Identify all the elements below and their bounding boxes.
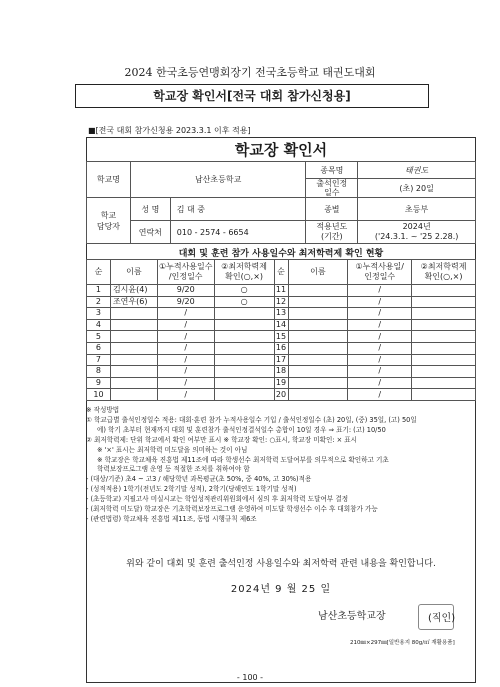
cell-min bbox=[214, 389, 274, 401]
cell-min-r bbox=[412, 296, 476, 308]
cell-min bbox=[214, 377, 274, 389]
cell-days-r: / bbox=[348, 296, 412, 308]
cell-no: 3 bbox=[87, 308, 111, 320]
cell-days-r: / bbox=[348, 331, 412, 343]
issue-date: 2024년 9 월 25 일 bbox=[230, 584, 332, 595]
phone-value: 010 - 2574 - 6654 bbox=[170, 221, 306, 244]
cell-days-r: / bbox=[348, 342, 412, 354]
notes-heading: ※ 작성방법 bbox=[86, 406, 120, 414]
cell-days-r: / bbox=[348, 354, 412, 366]
table-row bbox=[87, 354, 476, 366]
table-row bbox=[87, 389, 476, 401]
note-line: ※ 학교장은 학교체육 진흥법 제11조에 따라 학생선수 최저학력 도달여부를 의무적으로 확인하고 기초 bbox=[97, 455, 389, 464]
school-info-table bbox=[86, 161, 476, 244]
cell-min bbox=[214, 319, 274, 331]
header-name: 이름 bbox=[110, 260, 157, 285]
cell-min-r bbox=[412, 389, 476, 401]
header-name-right: 이름 bbox=[288, 260, 348, 285]
note-line: ① 학교급별 출석인정일수 적용: 대회·훈련 참가 누적사용일수 기입 / 출석인정일수 (초) 20일, (중) 35일, (고) 50일 bbox=[86, 415, 417, 424]
phone-label: 연락처 bbox=[130, 221, 170, 244]
header-min-right: ②최저학력제 확인(○,×) bbox=[412, 260, 476, 285]
note-line: - (성적적용) 1학기(전년도 2학기말 성적), 2학기(당해연도 1학기말 성적) bbox=[86, 485, 297, 494]
cell-name bbox=[110, 342, 157, 354]
cell-name-r bbox=[288, 331, 348, 343]
school-name: 남산초등학교 bbox=[130, 162, 306, 198]
cell-min-r bbox=[412, 285, 476, 297]
cell-days: 9/20 bbox=[157, 296, 214, 308]
paper-spec: 210㎜×297㎜[일반용지 80g/㎡ 재활용품] bbox=[350, 640, 455, 646]
note-line: 에) 학기 초부터 현재까지 대회 및 훈련참가 출석인정결석일수 총합이 10일 경우 ⇒ 표기: (고) 10/50 bbox=[97, 425, 386, 434]
table-row bbox=[87, 366, 476, 378]
cell-no: 9 bbox=[87, 377, 111, 389]
confirm-statement: 위와 같이 대회 및 훈련 출석인정 사용일수와 최저학력 관련 내용을 확인합니다. bbox=[126, 559, 436, 569]
header-min: ②최저학력제 확인(○,×) bbox=[214, 260, 274, 285]
header-no-right: 순 bbox=[274, 260, 288, 285]
cell-name bbox=[110, 331, 157, 343]
cell-min: ○ bbox=[214, 285, 274, 297]
cell-days: 9/20 bbox=[157, 285, 214, 297]
division-label: 종별 bbox=[306, 198, 358, 221]
form-title: 학교장 확인서 bbox=[234, 141, 328, 159]
table-row bbox=[87, 319, 476, 331]
sport-label: 종목명 bbox=[306, 162, 358, 179]
cell-no: 6 bbox=[87, 342, 111, 354]
event-title: 2024 한국초등연맹회장기 전국초등학교 태권도대회 bbox=[124, 66, 376, 79]
note-line: ② 최저학력제: 단위 학교에서 확인 여부만 표시 ※ 학교장 확인: ○표시, 학교장 미확인: × 표시 bbox=[86, 435, 358, 444]
cell-name bbox=[110, 377, 157, 389]
name-label: 성 명 bbox=[130, 198, 170, 221]
note-line: - (최저학력 미도달) 학교장은 기초학력보장프로그램 운영하여 미도달 학생선수 이수 후 대회참가 가능 bbox=[86, 505, 378, 514]
cell-name-r bbox=[288, 354, 348, 366]
sport-value: 태권도 bbox=[358, 162, 476, 179]
note-line: - (대상/기준) 초4 ~ 고3 / 해당학년 과목평균(초 50%, 중 40%, 고 30%)적용 bbox=[86, 475, 312, 484]
cell-name-r bbox=[288, 342, 348, 354]
document-title: 학교장 확인서[전국 대회 참가신청용] bbox=[75, 84, 429, 108]
year-label: 적용년도 (기간) bbox=[306, 221, 358, 244]
cell-name-r bbox=[288, 389, 348, 401]
cell-no-r: 18 bbox=[275, 366, 287, 376]
cell-min bbox=[214, 308, 274, 320]
participation-table bbox=[86, 259, 476, 401]
cell-name-r bbox=[288, 366, 348, 378]
cell-days: / bbox=[157, 342, 214, 354]
table-row bbox=[87, 331, 476, 343]
cell-days: / bbox=[157, 308, 214, 320]
cell-days: / bbox=[157, 377, 214, 389]
cell-no-r: 14 bbox=[275, 320, 287, 330]
table-row bbox=[87, 342, 476, 354]
cell-min-r bbox=[412, 366, 476, 378]
cell-days-r: / bbox=[348, 389, 412, 401]
cell-no: 8 bbox=[87, 366, 111, 378]
cell-no-r: 20 bbox=[275, 389, 287, 399]
table-row bbox=[87, 308, 476, 320]
cell-no-r: 13 bbox=[275, 308, 287, 318]
cell-min-r bbox=[412, 377, 476, 389]
participation-rows bbox=[87, 285, 476, 401]
cell-days: / bbox=[157, 354, 214, 366]
cell-min-r bbox=[412, 342, 476, 354]
cell-name bbox=[110, 389, 157, 401]
cell-min-r bbox=[412, 319, 476, 331]
cell-no: 2 bbox=[87, 296, 111, 308]
cell-name bbox=[110, 319, 157, 331]
cell-days: / bbox=[157, 389, 214, 401]
cell-no: 4 bbox=[87, 319, 111, 331]
cell-min bbox=[214, 342, 274, 354]
notes-block bbox=[86, 406, 476, 525]
cell-name-r bbox=[288, 296, 348, 308]
note-line: ※ '×' 표시는 최저학력 미도달을 의미하는 것이 아님 bbox=[97, 445, 248, 454]
cell-no: 7 bbox=[87, 354, 111, 366]
contact-label: 학교 담당자 bbox=[87, 198, 131, 244]
cell-no-r: 12 bbox=[275, 296, 287, 306]
cell-min-r bbox=[412, 331, 476, 343]
cell-min bbox=[214, 354, 274, 366]
cell-no: 1 bbox=[87, 285, 111, 297]
cell-name bbox=[110, 354, 157, 366]
cell-min: ○ bbox=[214, 296, 274, 308]
table-row bbox=[87, 285, 476, 297]
cell-name-r bbox=[288, 308, 348, 320]
year-value: 2024년 ('24.3.1. ~ '25 2.28.) bbox=[358, 221, 476, 244]
note-line: 학력보장프로그램 운영 등 적절한 조치를 취하여야 함 bbox=[97, 465, 250, 474]
attendance-label: 출석인정 일수 bbox=[306, 179, 358, 198]
cell-name-r bbox=[288, 377, 348, 389]
cell-days-r: / bbox=[348, 319, 412, 331]
cell-name bbox=[110, 308, 157, 320]
applies-note: ■[전국 대회 참가신청용 2023.3.1 이후 적용] bbox=[88, 126, 251, 135]
cell-no-r: 19 bbox=[275, 378, 287, 388]
cell-no: 10 bbox=[87, 389, 111, 401]
cell-name bbox=[110, 366, 157, 378]
cell-no: 5 bbox=[87, 331, 111, 343]
name-value: 김 대 중 bbox=[170, 198, 306, 221]
header-days-right: ①누적사용일/ 인정일수 bbox=[348, 260, 412, 285]
cell-min-r bbox=[412, 308, 476, 320]
participation-title: 대회 및 훈련 참가 사용일수와 최저학력제 확인 현황 bbox=[178, 249, 384, 259]
cell-name: 김시윤(4) bbox=[110, 285, 157, 297]
seal-label: (직인) bbox=[428, 613, 456, 624]
cell-days-r: / bbox=[348, 377, 412, 389]
cell-no-r: 15 bbox=[275, 331, 287, 341]
principal-signature: 남산초등학교장 bbox=[318, 611, 386, 622]
cell-days: / bbox=[157, 319, 214, 331]
cell-days: / bbox=[157, 331, 214, 343]
cell-days-r: / bbox=[348, 366, 412, 378]
cell-min bbox=[214, 366, 274, 378]
note-line: - (초등학교) 지필고사 미실시교는 학업성적관리위원회에서 심의 후 최저학력 도달여부 결정 bbox=[86, 495, 349, 504]
attendance-value: (초) 20일 bbox=[358, 179, 476, 198]
cell-days-r: / bbox=[348, 308, 412, 320]
division-value: 초등부 bbox=[358, 198, 476, 221]
cell-name-r bbox=[288, 285, 348, 297]
header-no: 순 bbox=[87, 260, 111, 285]
cell-no-r: 11 bbox=[275, 285, 287, 295]
cell-days: / bbox=[157, 366, 214, 378]
note-line: - (관련법령) 학교체육 진흥법 제11조, 동법 시행규칙 제6조 bbox=[86, 514, 257, 523]
cell-days-r: / bbox=[348, 285, 412, 297]
table-row bbox=[87, 377, 476, 389]
cell-min-r bbox=[412, 354, 476, 366]
cell-no-r: 16 bbox=[275, 343, 287, 353]
header-days: ①누적사용일수 /인정일수 bbox=[157, 260, 214, 285]
page-number: - 100 - bbox=[236, 673, 264, 682]
table-row bbox=[87, 296, 476, 308]
cell-min bbox=[214, 331, 274, 343]
cell-name-r bbox=[288, 319, 348, 331]
notes-lines bbox=[86, 416, 476, 525]
school-label: 학교명 bbox=[87, 162, 131, 198]
cell-no-r: 17 bbox=[275, 354, 287, 364]
cell-name: 조연우(6) bbox=[110, 296, 157, 308]
